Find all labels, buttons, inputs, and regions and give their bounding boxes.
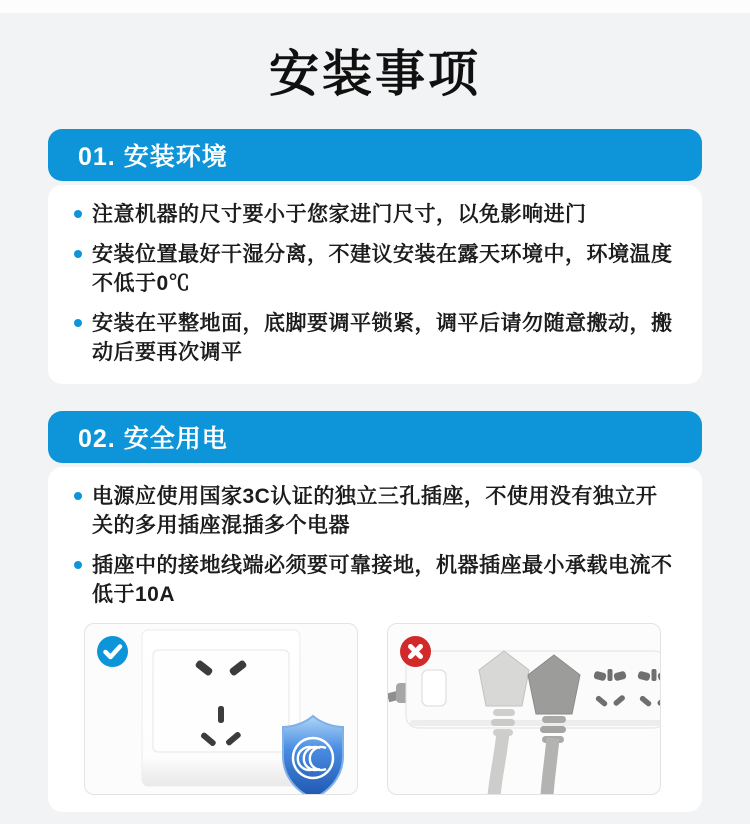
bullet-dot-icon xyxy=(74,210,82,218)
bullet-list xyxy=(72,482,674,609)
bullet-item xyxy=(72,200,674,229)
bullet-list xyxy=(72,200,674,367)
cross-icon xyxy=(400,636,431,667)
bullet-item xyxy=(72,551,674,609)
bullet-item xyxy=(72,240,674,298)
content-column xyxy=(48,129,702,812)
section-card-01 xyxy=(48,185,702,384)
bullet-text: 电源应使用国家3C认证的独立三孔插座，不使用没有独立开关的多用插座混插多个电器 xyxy=(92,485,658,537)
section-electrical-safety xyxy=(48,411,702,812)
figure-approved-wall-socket xyxy=(84,623,358,795)
cross-badge xyxy=(400,636,431,667)
ccc-shield-icon xyxy=(283,716,343,795)
bullet-text: 插座中的接地线端必须要可靠接地，机器插座最小承载电流不低于10A xyxy=(92,554,673,606)
bullet-dot-icon xyxy=(74,561,82,569)
check-icon xyxy=(97,636,128,667)
bullet-text: 安装位置最好干湿分离，不建议安装在露天环境中，环境温度不低于0℃ xyxy=(92,243,673,295)
figure-prohibited-power-strip xyxy=(387,623,661,795)
example-figures-row xyxy=(84,623,666,795)
bullet-dot-icon xyxy=(74,250,82,258)
bullet-text: 安装在平整地面，底脚要调平锁紧，调平后请勿随意搬动，搬动后要再次调平 xyxy=(92,312,673,364)
bullet-item xyxy=(72,482,674,540)
top-strip xyxy=(0,0,750,13)
section-install-environment xyxy=(48,129,702,384)
check-badge xyxy=(97,636,128,667)
section-card-02 xyxy=(48,467,702,812)
bullet-dot-icon xyxy=(74,492,82,500)
bullet-text: 注意机器的尺寸要小于您家进门尺寸，以免影响进门 xyxy=(92,203,587,226)
section-header-01: 01. 安装环境 xyxy=(48,129,702,181)
page-title: 安装事项 xyxy=(269,46,481,102)
bullet-item xyxy=(72,309,674,367)
section-header-02: 02. 安全用电 xyxy=(48,411,702,463)
bullet-dot-icon xyxy=(74,319,82,327)
